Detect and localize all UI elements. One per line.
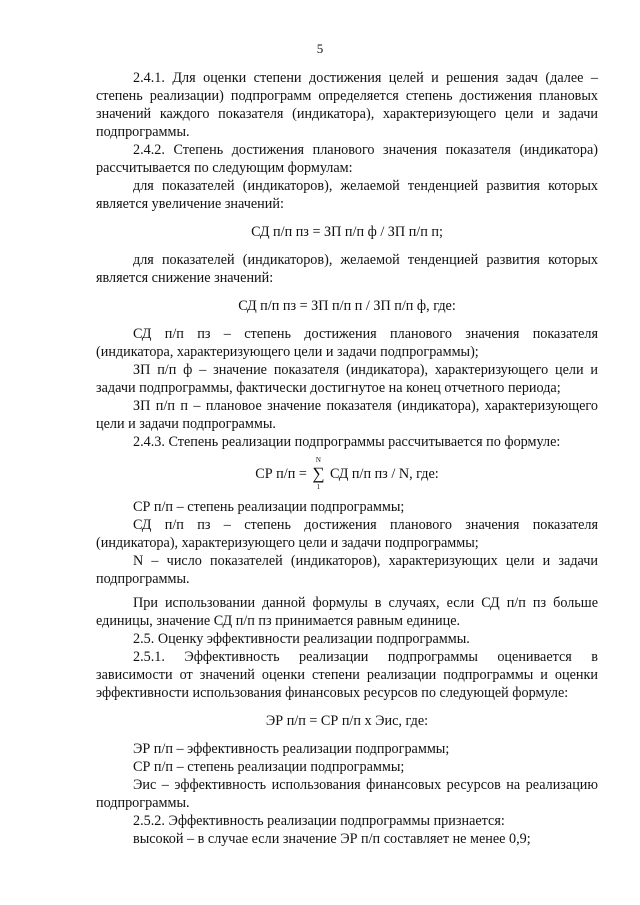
document-body (96, 69, 598, 848)
formula-decrease: СД п/п пз = ЗП п/п п / ЗП п/п ф, где: (238, 298, 456, 314)
definition-sd-2: СД п/п пз – степень достижения планового значения показателя (индикатора), характеризующего цели и задачи подпрограммы; (96, 516, 598, 551)
sum-symbol (312, 455, 325, 491)
paragraph-2-5-1: 2.5.1. Эффективность реализации подпрограммы оценивается в зависимости от значений оценки степени реализации подпрограммы и оценки эффективности использования финансовых ресурсов по следующей формуле: (96, 648, 598, 701)
definition-zp-fact: ЗП п/п ф – значение показателя (индикатора), характеризующего цели и задачи подпрограммы, фактически достигнутое на конец отчетного периода; (96, 362, 598, 396)
paragraph-high: высокой – в случае если значение ЭР п/п составляет не менее 0,9; (133, 830, 531, 847)
definition-eis: Эис – эффективность использования финансовых ресурсов на реализацию подпрограммы. (96, 776, 598, 811)
formula-increase: СД п/п пз = ЗП п/п ф / ЗП п/п п; (251, 224, 443, 240)
sum-lower-limit: 1 (316, 482, 321, 491)
definition-sr: СР п/п – степень реализации подпрограммы; (133, 498, 405, 515)
paragraph-decrease: для показателей (индикаторов), желаемой тенденцией развития которых является снижение значений: (96, 252, 598, 286)
sigma-sign: ∑ (312, 463, 325, 483)
paragraph-2-4-2: 2.4.2. Степень достижения планового значения показателя (индикатора) рассчитывается по следующим формулам: (96, 142, 598, 176)
formula-sr-right: СД п/п пз / N, где: (329, 466, 439, 482)
definition-er: ЭР п/п – эффективность реализации подпрограммы; (133, 740, 450, 757)
paragraph-increase: для показателей (индикаторов), желаемой тенденцией развития которых является увеличение значений: (96, 178, 598, 212)
paragraph-usage: При использовании данной формулы в случаях, если СД п/п пз больше единицы, значение СД п/п пз принимается равным единице. (96, 594, 598, 629)
paragraph-2-5: 2.5. Оценку эффективности реализации подпрограммы. (133, 630, 470, 647)
page-number: 5 (316, 41, 324, 56)
definition-sr-2: СР п/п – степень реализации подпрограммы; (133, 758, 405, 775)
formula-sr (96, 455, 598, 491)
paragraph-2-5-2: 2.5.2. Эффективность реализации подпрограммы признается: (133, 812, 505, 829)
definition-n: N – число показателей (индикаторов), характеризующих цели и задачи подпрограммы. (96, 552, 598, 587)
sum-upper-limit: N (315, 455, 321, 464)
formula-sr-left: СР п/п = (255, 466, 307, 482)
definition-sd: СД п/п пз – степень достижения планового значения показателя (индикатора, характеризующего цели и задачи подпрограммы); (96, 326, 598, 360)
definition-zp-plan: ЗП п/п п – плановое значение показателя (индикатора), характеризующего цели и задачи подпрограммы. (96, 398, 598, 432)
paragraph-2-4-3: 2.4.3. Степень реализации подпрограммы рассчитывается по формуле: (133, 434, 561, 450)
formula-er: ЭР п/п = СР п/п х Эис, где: (265, 712, 429, 729)
paragraph-2-4-1: 2.4.1. Для оценки степени достижения целей и решения задач (далее – степень реализации) подпрограмм определяется степень достижения плановых значений каждого показателя (индикатора), характеризующего цели и задачи подпрограммы. (96, 70, 598, 140)
